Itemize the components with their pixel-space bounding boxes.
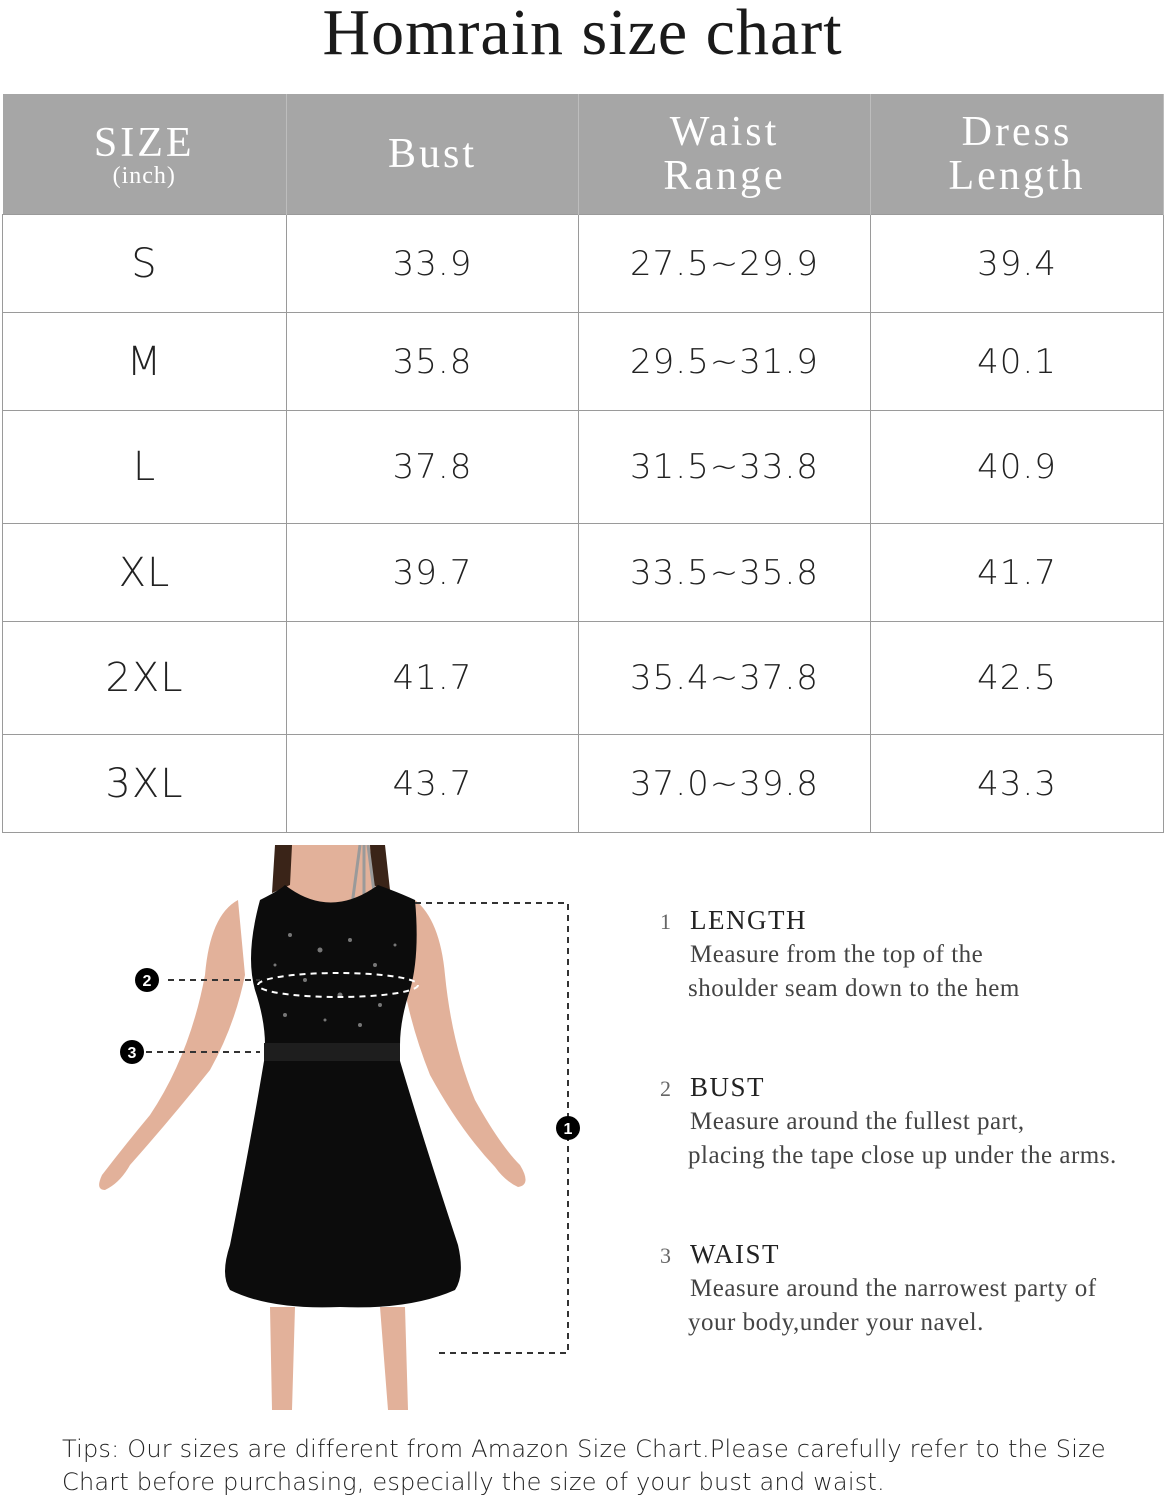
header-bust: Bust <box>287 94 579 215</box>
cell-waist: 31.5~33.8 <box>579 411 871 524</box>
cell-bust: 37.8 <box>287 411 579 524</box>
cell-length: 41.7 <box>871 524 1164 622</box>
note-number: 3 <box>660 1243 671 1268</box>
header-size-unit: (inch) <box>112 163 176 189</box>
note-heading: LENGTH <box>690 905 807 935</box>
cell-waist: 33.5~35.8 <box>579 524 871 622</box>
marker-bust-label: 2 <box>142 973 152 990</box>
cell-size: 3XL <box>3 735 287 833</box>
tips-text: Tips: Our sizes are different from Amazon Size Chart.Please carefully refer to the Size Chart before purchasing, especially the size of your bust and waist. <box>62 1435 1106 1496</box>
marker-length-icon <box>556 1116 580 1140</box>
cell-length: 39.4 <box>871 215 1164 313</box>
note-number: 1 <box>660 909 671 934</box>
marker-bust-icon <box>135 968 159 992</box>
marker-length-label: 1 <box>563 1121 573 1138</box>
page-title: Homrain size chart <box>322 0 843 69</box>
cell-bust: 41.7 <box>287 622 579 735</box>
cell-size: 2XL <box>3 622 287 735</box>
table-row <box>3 411 1164 524</box>
cell-size: XL <box>3 524 287 622</box>
measure-guides <box>80 845 600 1410</box>
cell-length: 42.5 <box>871 622 1164 735</box>
cell-waist: 37.0~39.8 <box>579 735 871 833</box>
size-chart-table <box>2 94 1164 833</box>
note-text-line: placing the tape close up under the arms. <box>688 1142 1117 1169</box>
note-text-line: your body,under your navel. <box>688 1309 984 1336</box>
note-text-line: Measure around the narrowest party of <box>690 1275 1097 1302</box>
header-length-line1: Dress <box>961 109 1073 155</box>
table-header-row <box>3 94 1164 215</box>
note-heading: BUST <box>690 1072 766 1102</box>
header-waist-line2: Range <box>663 153 786 199</box>
header-waist-range <box>579 94 871 215</box>
table-row <box>3 524 1164 622</box>
note-text-line: Measure around the fullest part, <box>690 1108 1025 1135</box>
bust-tape-ellipse <box>258 973 418 997</box>
header-size-label: SIZE <box>93 120 195 166</box>
length-guide-line <box>415 903 568 1353</box>
note-text-line: Measure from the top of the <box>690 941 984 968</box>
marker-waist-label: 3 <box>127 1045 137 1062</box>
header-waist-line1: Waist <box>669 109 780 155</box>
cell-bust: 33.9 <box>287 215 579 313</box>
marker-waist-icon <box>120 1040 144 1064</box>
cell-length: 43.3 <box>871 735 1164 833</box>
cell-waist: 35.4~37.8 <box>579 622 871 735</box>
cell-bust: 35.8 <box>287 313 579 411</box>
table-row <box>3 313 1164 411</box>
cell-size: L <box>3 411 287 524</box>
cell-bust: 43.7 <box>287 735 579 833</box>
header-size <box>3 94 287 215</box>
header-length-line2: Length <box>948 153 1086 199</box>
note-heading: WAIST <box>690 1239 780 1269</box>
note-text-line: shoulder seam down to the hem <box>688 975 1020 1002</box>
cell-length: 40.9 <box>871 411 1164 524</box>
cell-waist: 29.5~31.9 <box>579 313 871 411</box>
cell-bust: 39.7 <box>287 524 579 622</box>
cell-size: S <box>3 215 287 313</box>
table-row <box>3 215 1164 313</box>
header-dress-length <box>871 94 1164 215</box>
note-number: 2 <box>660 1076 671 1101</box>
dress-model-figure <box>80 845 600 1410</box>
cell-size: M <box>3 313 287 411</box>
cell-length: 40.1 <box>871 313 1164 411</box>
cell-waist: 27.5~29.9 <box>579 215 871 313</box>
table-row <box>3 735 1164 833</box>
table-row <box>3 622 1164 735</box>
